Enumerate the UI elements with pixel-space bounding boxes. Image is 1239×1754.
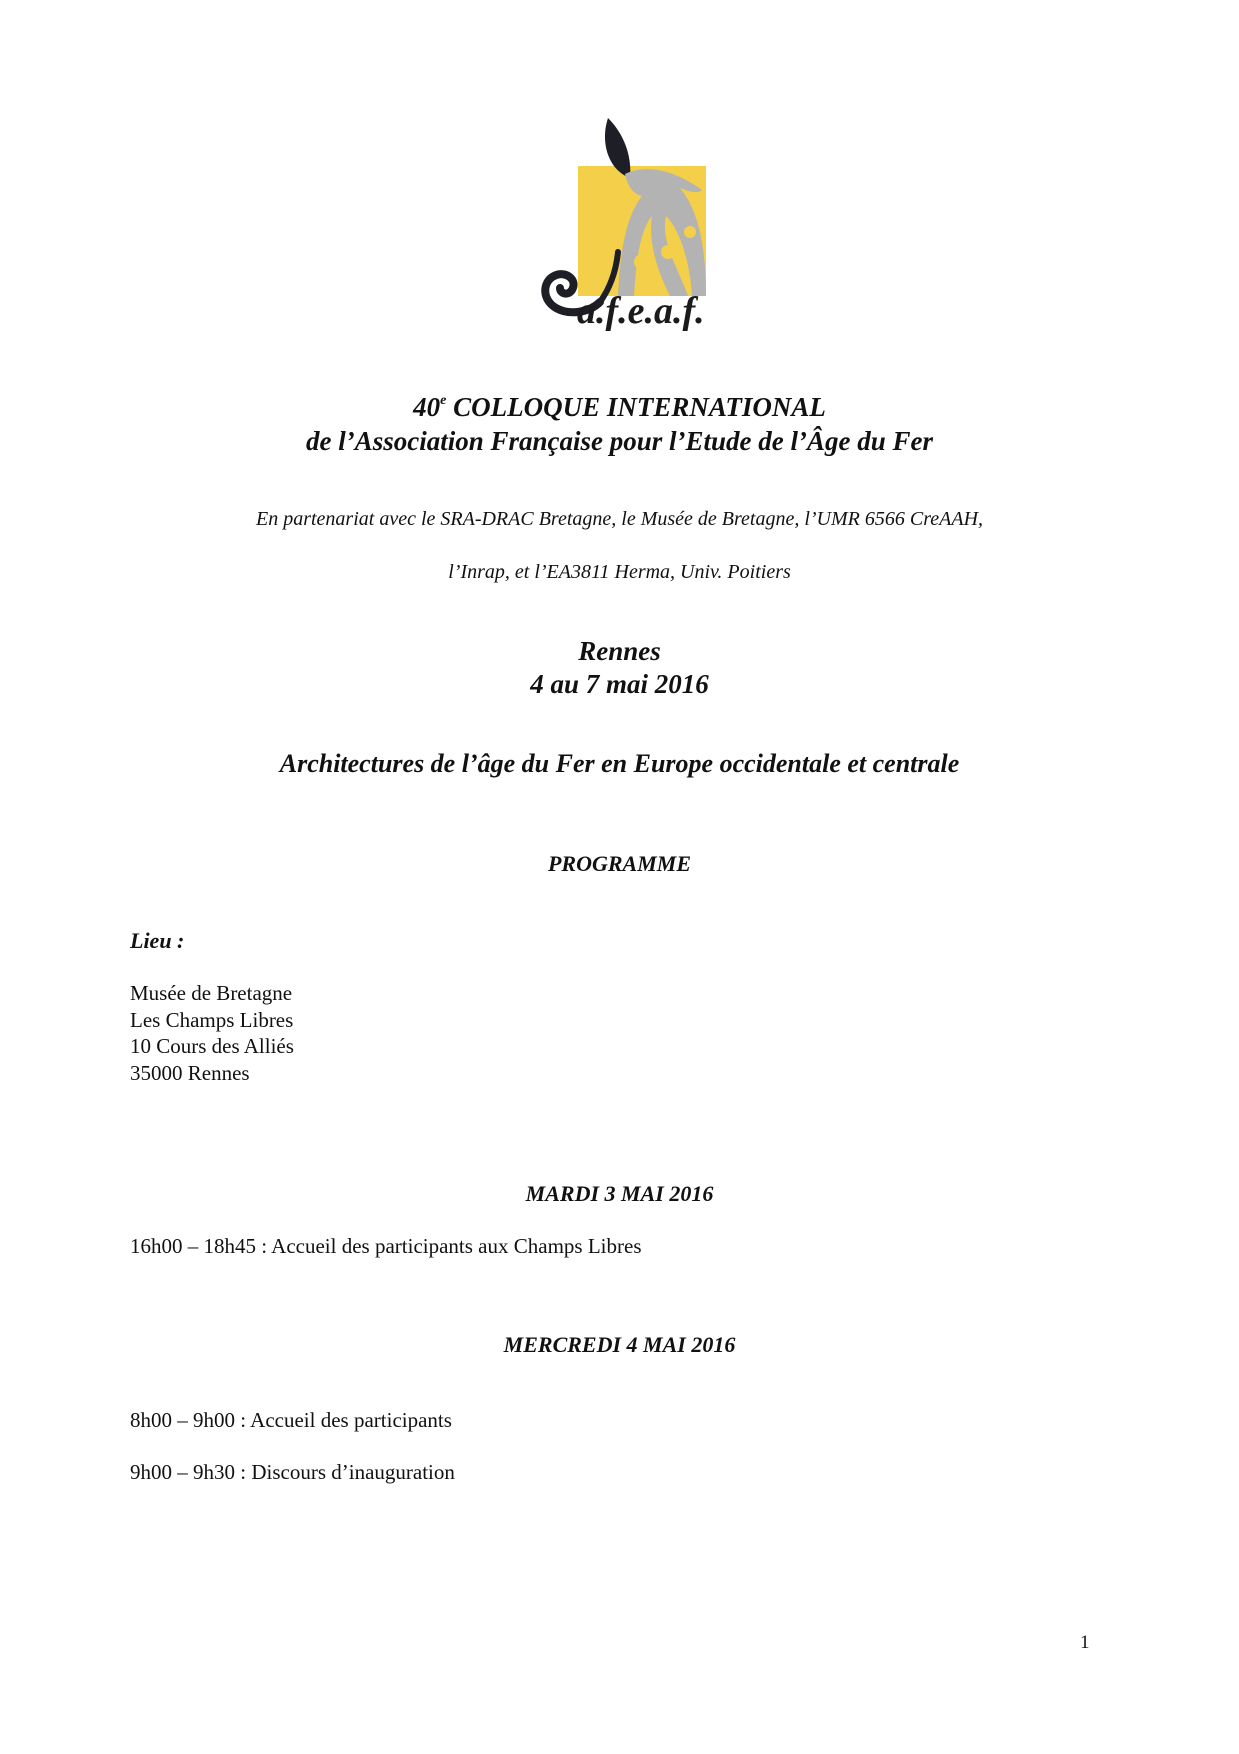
programme-heading: PROGRAMME <box>547 851 692 876</box>
event-dates: 4 au 7 mai 2016 <box>530 669 709 699</box>
partners-line-2: l’Inrap, et l’EA3811 Herma, Univ. Poitiers <box>448 561 791 583</box>
page-number: 1 <box>1080 1632 1090 1653</box>
address-line: Musée de Bretagne <box>130 981 293 1005</box>
title-ordinal-suffix: e <box>440 393 447 408</box>
day-heading-mercredi: MERCREDI 4 MAI 2016 <box>503 1332 736 1357</box>
schedule-entry: 8h00 – 9h00 : Accueil des participants <box>130 1408 452 1432</box>
schedule-entry: 9h00 – 9h30 : Discours d’inauguration <box>130 1460 455 1484</box>
lieu-heading: Lieu : <box>130 928 185 953</box>
address-line: 10 Cours des Alliés <box>130 1034 294 1058</box>
colloque-subtitle: de l’Association Française pour l’Etude de l’Âge du Fer <box>305 426 934 456</box>
partners-line-1: En partenariat avec le SRA-DRAC Bretagne, le Musée de Bretagne, l’UMR 6566 CreAAH, <box>255 508 984 530</box>
colloque-title <box>0 390 1239 424</box>
event-city: Rennes <box>578 636 661 666</box>
address-block <box>130 980 294 1086</box>
logo-wordmark: a.f.e.a.f. <box>577 290 705 332</box>
event-theme: Architectures de l’âge du Fer en Europe occidentale et centrale <box>279 749 960 778</box>
schedule-entry: 16h00 – 18h45 : Accueil des participants aux Champs Libres <box>130 1234 642 1258</box>
title-text: COLLOQUE INTERNATIONAL <box>446 392 826 422</box>
title-ordinal: 40 <box>413 392 441 422</box>
day-heading-mardi: MARDI 3 MAI 2016 <box>525 1181 714 1206</box>
address-line: 35000 Rennes <box>130 1060 250 1085</box>
address-line: Les Champs Libres <box>130 1007 294 1032</box>
